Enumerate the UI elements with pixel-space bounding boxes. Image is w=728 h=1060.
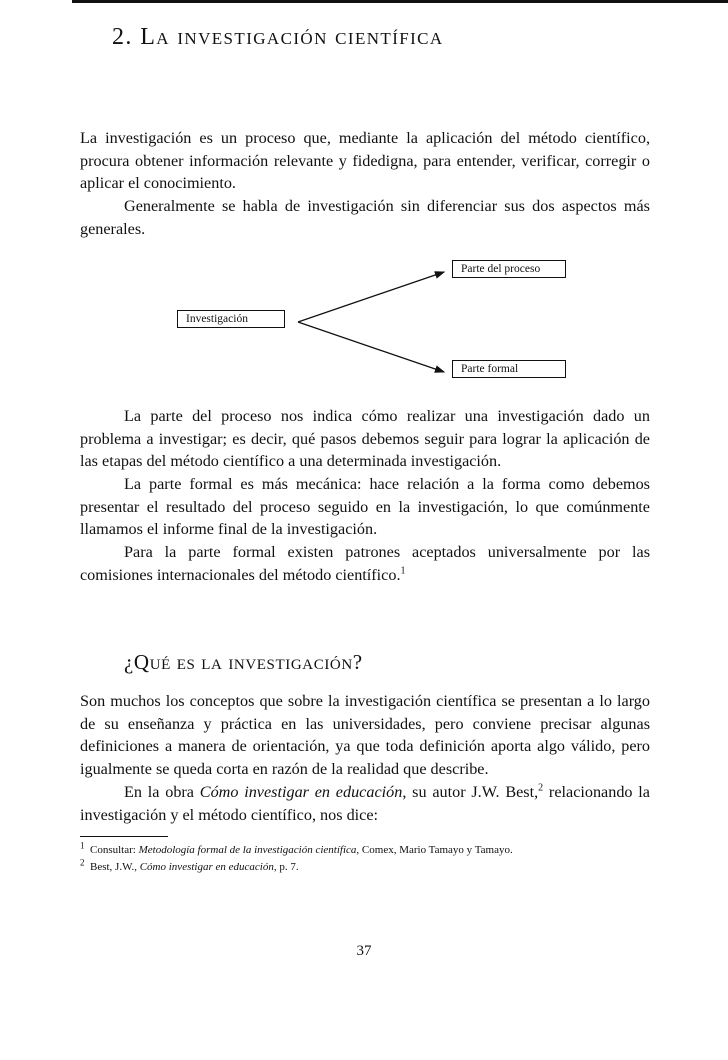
footnote-2 [80, 857, 700, 875]
footnote-separator [80, 836, 168, 837]
footnote-2-post: , p. 7. [273, 861, 299, 873]
intro-paragraph-2: Generalmente se habla de investigación sin diferenciar sus dos aspectos más generales. [80, 197, 650, 238]
footnote-1-post: , Comex, Mario Tamayo y Tamayo. [356, 844, 513, 856]
arrow-to-process [298, 272, 444, 322]
box-parte-proceso: Parte del proceso [452, 260, 566, 278]
footnote-2-title: Cómo investigar en educación [139, 861, 274, 873]
footnote-1-pre: Consultar: [90, 844, 139, 856]
p7-text-a: En la obra [124, 783, 200, 801]
top-rule [72, 0, 728, 3]
chapter-number: 2. [112, 24, 133, 50]
body-paragraph-4: La parte formal es más mecánica: hace relación a la forma como debemos presentar el resultado del proceso seguido en la investigación, lo que comúnmente llamamos el informe final de la investigación. [80, 475, 650, 538]
section-title-rest: ué es la investigación? [149, 650, 363, 674]
section-open-mark: ¿ [124, 650, 134, 674]
section-initial: Q [133, 650, 150, 674]
arrow-to-formal [298, 322, 444, 372]
footnote-ref-1: 1 [400, 565, 406, 577]
page-number: 37 [356, 943, 372, 959]
p7-text-c: relacionando la investigación y el método científico, nos dice: [80, 783, 650, 824]
section-paragraph-7 [80, 781, 650, 826]
footnote-1-number: 1 [80, 840, 85, 851]
p7-text-b: , su autor J.W. Best, [402, 783, 539, 801]
section-paragraph-6: Son muchos los conceptos que sobre la investigación científica se presentan a lo largo de su enseñanza y práctica en las universidades, pero conviene precisar algunas definiciones a manera de orientación, ya que toda definición aporta algo válido, pero igualmente se queda corta en razón de la realidad que describe. [80, 692, 650, 778]
box-parte-formal: Parte formal [452, 360, 566, 378]
footnote-2-number: 2 [80, 857, 85, 868]
chapter-heading [112, 24, 444, 51]
footnote-ref-2: 2 [538, 782, 544, 794]
chapter-title-initial: L [140, 24, 157, 50]
intro-paragraph-1: La investigación es un proceso que, mediante la aplicación del método científico, procura obtener información relevante y fidedigna, para entender, verificar, corregir o aplicar el conocimiento. [80, 129, 650, 192]
p7-book-title: Cómo investigar en educación [199, 783, 403, 801]
p5-text: Para la parte formal existen patrones aceptados universalmente por las comisiones internacionales del método científico. [80, 543, 650, 584]
box-investigacion: Investigación [177, 310, 285, 328]
section-heading [124, 650, 363, 675]
footnote-2-pre: Best, J.W., [90, 861, 140, 873]
body-paragraph-3: La parte del proceso nos indica cómo realizar una investigación dado un problema a investigar; es decir, qué pasos debemos seguir para lograr la aplicación de las etapas del método científico a una determinada investigación. [80, 407, 650, 470]
footnote-1-title: Metodología formal de la investigación científica [138, 844, 357, 856]
body-paragraph-5 [80, 541, 650, 586]
chapter-title-rest: a investigación científica [156, 24, 444, 50]
investigation-diagram [80, 255, 650, 385]
footnote-1 [80, 840, 700, 858]
